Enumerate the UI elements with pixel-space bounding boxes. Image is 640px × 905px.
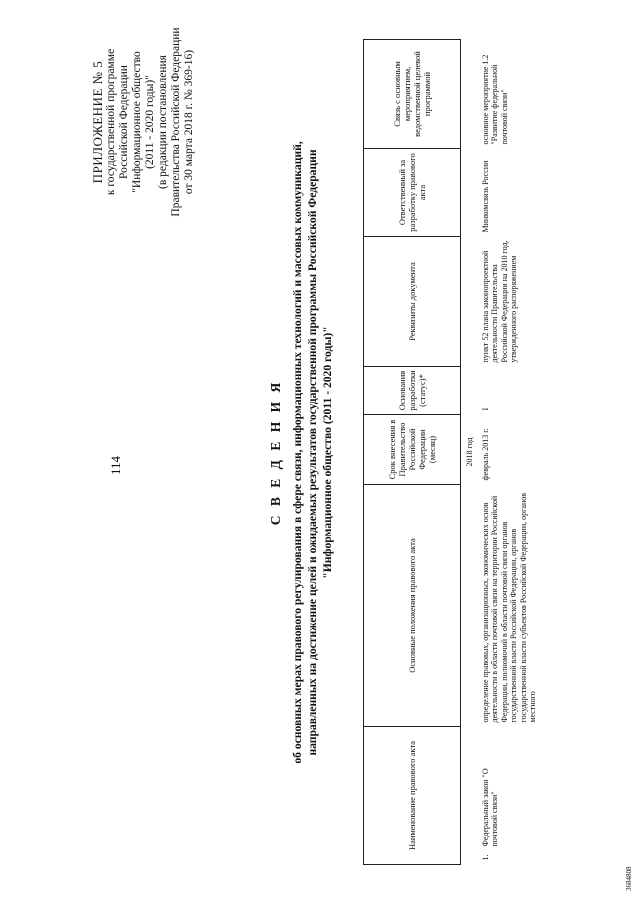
heading-subtitle-line: направленных на достижение целей и ожидаемых результатов государственной программы Российской Федерации [306, 149, 319, 756]
column-header: Ответственный за разработку правового акта [364, 149, 461, 237]
measures-table [363, 39, 538, 865]
column-header: Срок внесения в Правительство Российской Федерации (месяц) [364, 415, 461, 485]
column-header: Реквизиты документа [364, 237, 461, 367]
column-header: Связь с основным мероприятием, ведомственной целевой программой [364, 40, 461, 149]
year-label: 2018 год [465, 437, 474, 467]
appendix-line: от 30 марта 2018 г. № 369-16) [183, 49, 195, 195]
heading-subtitle-line: "Информационное общество (2011 - 2020 годы)" [321, 326, 334, 579]
deadline-cell: февраль 2013 г. [480, 428, 490, 481]
program-link-cell: основное мероприятие 1.2 "Развитие федеральной почтовой связи" [480, 54, 509, 145]
appendix-line: "Информационное общество [131, 51, 143, 193]
appendix-line: (2011 - 2020 годы)" [144, 75, 156, 169]
document-id: 3684808 [625, 866, 633, 891]
requisites-cell: пункт 52 плана законопроектной деятельности Правительства Российской Федерации на 2010 год, утвержденного распоряжением [480, 240, 518, 363]
appendix-title: ПРИЛОЖЕНИЕ № 5 [90, 60, 105, 184]
act-name: Федеральный закон "О почтовой связи" [480, 768, 499, 847]
page-number: 114 [108, 455, 123, 475]
column-header: Основные положения правового акта [364, 485, 461, 727]
heading-subtitle-line: об основных мерах правового регулирования в сфере связи, информационных технологий и массовых коммуникаций, [291, 141, 304, 764]
table-header-row [364, 40, 461, 865]
responsible-cell: Минкомсвязь России [480, 160, 490, 233]
document-heading [268, 40, 335, 865]
appendix-line: Российской Федерации [118, 65, 130, 179]
appendix-line: к государственной программе [105, 48, 117, 196]
provisions-cell: определение правовых, организационных, экономических основ деятельности в области почтовой связи на территории Российской Федерации, полномочий в области почтовой связи органов государственной власти Российской Федерации, органов государственной власти субъектов Российской Федерации, органов местного [480, 492, 537, 723]
basis-cell: I [480, 407, 490, 411]
column-header: Наименование правового акта [364, 727, 461, 865]
table-row [475, 40, 538, 865]
heading-title: С В Е Д Е Н И Я [268, 379, 283, 526]
appendix-line: Правительства Российской Федерации [170, 27, 182, 217]
year-row [461, 40, 475, 865]
appendix-block [90, 7, 196, 237]
row-number: 1. [480, 854, 490, 861]
appendix-line: (в редакции постановления [157, 55, 169, 189]
column-header: Основания разработки (статус)* [364, 367, 461, 415]
act-name-cell [475, 727, 538, 865]
